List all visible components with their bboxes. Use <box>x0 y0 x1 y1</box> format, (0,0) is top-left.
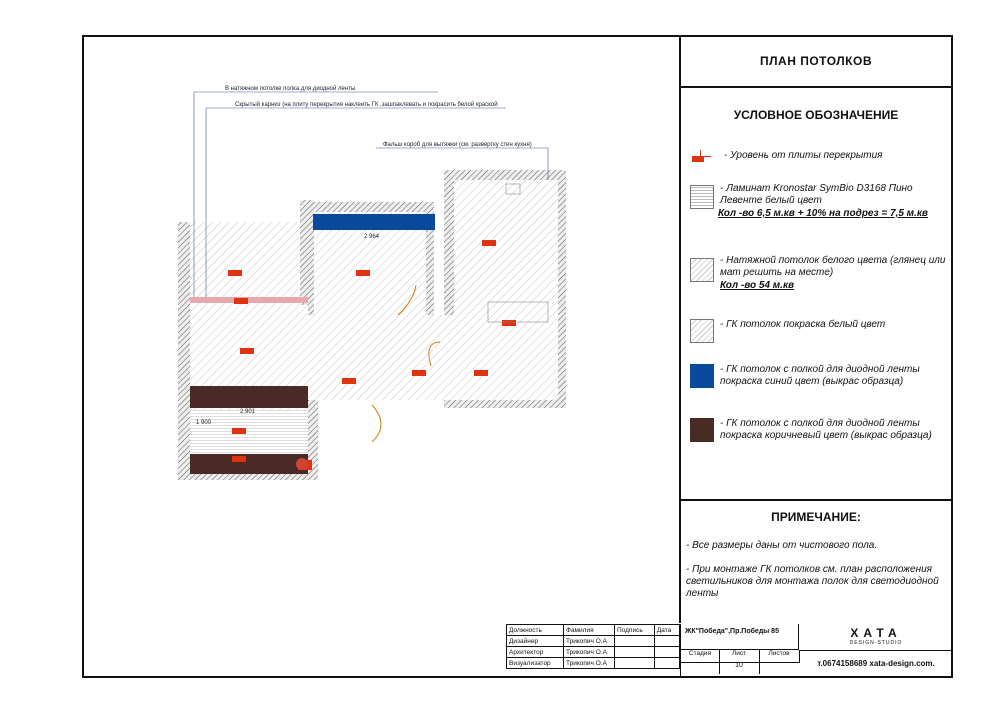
legend-heading: УСЛОВНОЕ ОБОЗНАЧЕНИЕ <box>733 108 899 122</box>
level-marker-icon <box>690 150 712 164</box>
stamp-role: Дизайнер <box>507 636 564 647</box>
plan-annotation: Фальш короб для вытяжки (см. развертку стен кухня) <box>383 142 532 148</box>
legend-text: - ГК потолок с полкой для диодной ленты покраска коричневый цвет (выкрас образца) <box>720 418 932 441</box>
title-divider <box>679 86 953 88</box>
sheet-number: 10 <box>719 662 760 674</box>
legend-quantity: Кол -во 6,5 м.кв + 10% на подрез = 7,5 м.кв <box>718 208 928 219</box>
stamp-bottom <box>506 677 953 678</box>
contact-info: т.0674158689 xata-design.com. <box>817 659 935 668</box>
project-name: ЖК"Победа",Пр.Победы 85 <box>681 624 799 650</box>
gk-blue-swatch <box>690 364 714 388</box>
gk-brown-swatch <box>690 418 714 442</box>
stamp-project-block <box>680 624 953 678</box>
stamp-name: Трикопич О.А <box>564 647 615 658</box>
sheet-title: ПЛАН ПОТОЛКОВ <box>760 54 872 68</box>
stamp-header: Должность <box>507 625 564 636</box>
legend-text: - Ламинат Kronostar SymBio D3168 Пино Левенте белый цвет <box>720 183 913 206</box>
sheet-label: Лист <box>719 650 760 663</box>
company-logo: ХАТА DESIGN-STUDIO <box>799 624 953 651</box>
plan-annotation: Скрытый карниз (на плиту перекрытия наклеить ГК ,зашпаклевать и покрасить белой краской <box>235 102 498 108</box>
dimension-label: 1 900 <box>196 420 212 426</box>
panel-divider <box>679 35 681 623</box>
note-item: - При монтаже ГК потолков см. план расположения светильников для монтажа полок для светодиодной ленты <box>686 564 939 599</box>
stamp-header: Фамилия <box>564 625 615 636</box>
note-item: - Все размеры даны от чистового пола. <box>686 540 878 551</box>
stage-label: Стадия <box>681 650 720 663</box>
legend-text: - ГК потолок с полкой для диодной ленты покраска синий цвет (выкрас образца) <box>720 364 920 387</box>
dimension-label: 2 964 <box>364 234 380 240</box>
stamp-role: Визуализатор <box>507 658 564 669</box>
stamp-header: Подпись <box>615 625 655 636</box>
notes-heading: ПРИМЕЧАНИЕ: <box>771 510 861 524</box>
legend-text: - Уровень от плиты перекрытия <box>724 150 883 161</box>
sheets-label: Листов <box>759 650 800 663</box>
legend-quantity: Кол -во 54 м.кв <box>720 280 795 291</box>
legend-divider <box>679 499 953 501</box>
stamp-role: Архитектор <box>507 647 564 658</box>
stretch-ceiling-swatch <box>690 258 714 282</box>
stage-cell <box>681 662 720 674</box>
plan-annotation: В натяжном потолке полка для диодной ленты <box>225 86 356 92</box>
dimension-label: 2 901 <box>240 409 256 415</box>
stamp-header: Дата <box>654 625 679 636</box>
legend-text: - ГК потолок покраска белый цвет <box>720 319 886 330</box>
legend-text: - Натяжной потолок белого цвета (глянец или мат решить на месте) <box>720 255 946 278</box>
stamp-signatures <box>506 624 680 669</box>
stamp-name: Трикопич О.А <box>564 636 615 647</box>
laminate-swatch <box>690 185 714 209</box>
stamp-name: Трикопич О.А <box>564 658 615 669</box>
gk-white-swatch <box>690 319 714 343</box>
